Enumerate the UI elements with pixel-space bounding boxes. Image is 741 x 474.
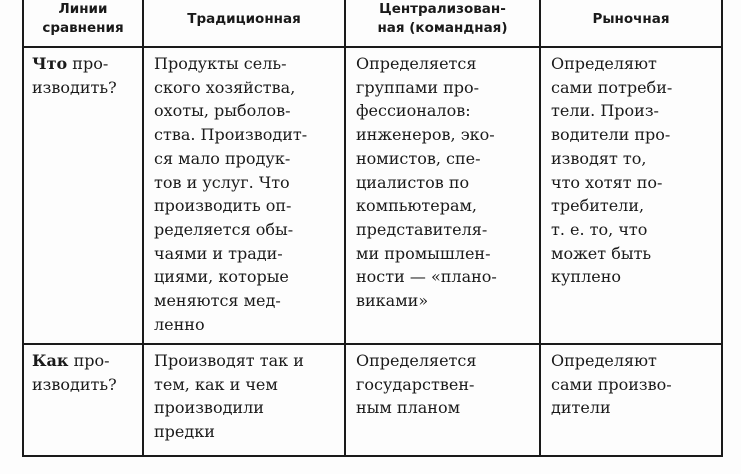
cell-line: ности — «плано- <box>356 267 497 287</box>
cell-line: фессионалов: <box>356 101 471 121</box>
row-head-line: изводить? <box>32 374 117 394</box>
header-line: Централизован- <box>379 1 506 17</box>
cell-line: предки <box>154 422 215 442</box>
table-row-what <box>23 47 722 344</box>
cell-line: ленно <box>154 314 205 334</box>
cell-line: тем, как и чем <box>154 374 278 394</box>
cell-line: требители, <box>551 196 645 216</box>
header-cell-market <box>540 0 722 47</box>
cell-line: изводят то, <box>551 148 647 168</box>
header-line: Традиционная <box>187 10 301 27</box>
row-head-line: изводить? <box>32 77 117 97</box>
cell-line: может быть <box>551 243 652 263</box>
row-head-line <box>32 52 138 76</box>
cell-line: чаями и тради- <box>154 243 283 263</box>
header-line: ная (командная) <box>377 20 508 36</box>
cell-command-what <box>345 47 540 344</box>
cell-line: ределяется обы- <box>154 219 294 239</box>
row-head-rest: про- <box>68 351 110 370</box>
cell-line: Определяют <box>551 351 657 370</box>
cell-market-how <box>540 344 722 456</box>
row-head-what <box>23 47 143 344</box>
cell-line: ства. Производит- <box>154 125 308 145</box>
cell-line: Производят так и <box>154 351 304 370</box>
cell-market-what <box>540 47 722 344</box>
cell-line: тели. Произ- <box>551 101 659 121</box>
cell-line: дители <box>551 398 611 418</box>
header-cell-criteria <box>23 0 143 47</box>
cell-line: Определяется <box>356 54 477 73</box>
header-cell-command <box>345 0 540 47</box>
header-line: сравнения <box>42 20 124 36</box>
cell-line: циями, которые <box>154 267 289 287</box>
cell-line: компьютерам, <box>356 196 478 216</box>
header-line: Линии <box>58 1 108 17</box>
cell-traditional-how <box>143 344 345 456</box>
cell-line: ным планом <box>356 398 461 418</box>
cell-line: сами произво- <box>551 374 672 394</box>
row-head-line <box>32 349 138 373</box>
cell-line: охоты, рыболов- <box>154 101 291 121</box>
cell-line: циалистов по <box>356 172 470 192</box>
cell-line: государствен- <box>356 374 475 394</box>
cell-line: номистов, спе- <box>356 148 481 168</box>
row-head-keyword: Что <box>32 54 68 73</box>
header-cell-traditional <box>143 0 345 47</box>
cell-line: группами про- <box>356 77 480 97</box>
row-head-rest: про- <box>67 54 109 73</box>
cell-line: Продукты сель- <box>154 54 287 73</box>
cell-line: Определяется <box>356 351 477 370</box>
cell-line: инженеров, эко- <box>356 125 495 145</box>
cell-line: ся мало продук- <box>154 148 291 168</box>
cell-line: ского хозяйства, <box>154 77 296 97</box>
comparison-table <box>22 0 723 457</box>
cell-line: виками» <box>356 291 429 311</box>
cell-command-how <box>345 344 540 456</box>
cell-line: сами потреби- <box>551 77 673 97</box>
cell-line: т. е. то, что <box>551 219 648 239</box>
cell-traditional-what <box>143 47 345 344</box>
cell-line: ми промышлен- <box>356 243 491 263</box>
cell-line: тов и услуг. Что <box>154 172 290 192</box>
row-head-keyword: Как <box>32 351 69 370</box>
cell-line: меняются мед- <box>154 291 281 311</box>
header-line: Рыночная <box>592 10 670 27</box>
row-head-how <box>23 344 143 456</box>
cell-line: что хотят по- <box>551 172 663 192</box>
cell-line: производили <box>154 398 264 418</box>
header-row <box>23 0 722 47</box>
cell-line: представителя- <box>356 219 488 239</box>
table-row-how <box>23 344 722 456</box>
cell-line: куплено <box>551 267 622 287</box>
cell-line: водители про- <box>551 125 671 145</box>
cell-line: Определяют <box>551 54 657 73</box>
cell-line: производить оп- <box>154 196 292 216</box>
